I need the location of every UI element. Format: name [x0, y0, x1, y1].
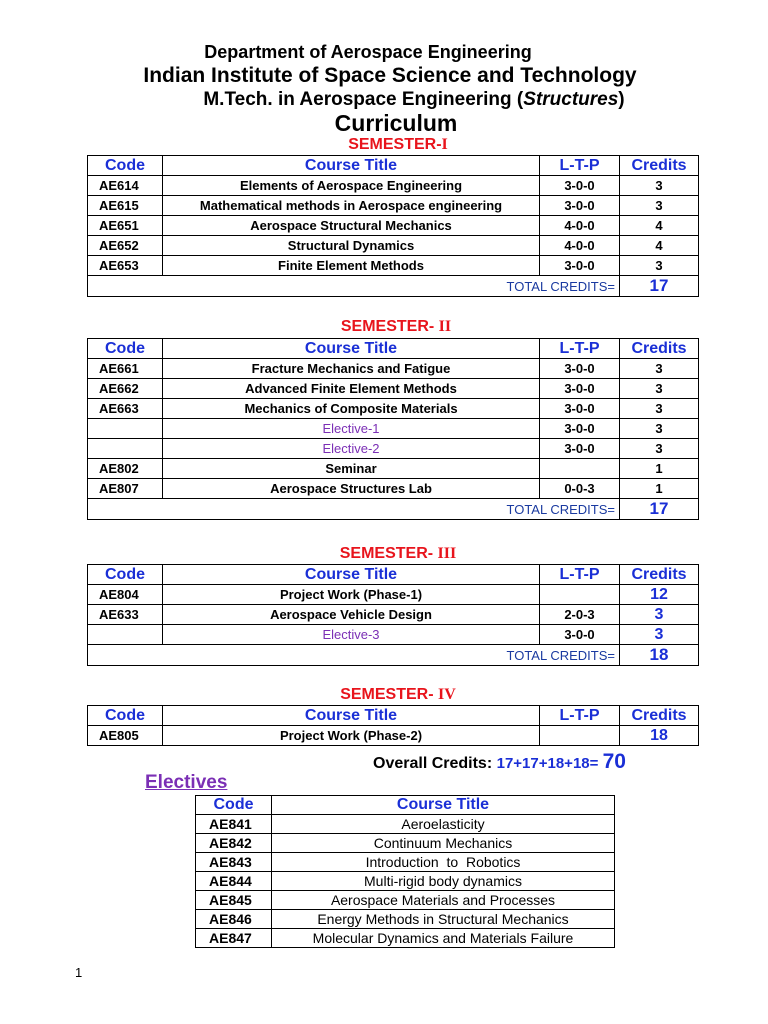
- electives-table: [195, 795, 615, 948]
- course-code: AE807: [88, 479, 163, 499]
- ltp-header: L-T-P: [540, 565, 620, 585]
- table-header-row: [88, 339, 699, 359]
- semester-prefix: SEMESTER-: [340, 686, 438, 703]
- course-credits: 3: [620, 419, 699, 439]
- course-title-header: Course Title: [163, 339, 540, 359]
- course-title: Mathematical methods in Aerospace engineering: [163, 196, 540, 216]
- credits-header: Credits: [620, 339, 699, 359]
- course-title: Aerospace Structures Lab: [163, 479, 540, 499]
- table-header-row: [88, 706, 699, 726]
- table-row: [88, 479, 699, 499]
- course-credits: 3: [620, 359, 699, 379]
- course-ltp: 4-0-0: [540, 216, 620, 236]
- elective-code: AE843: [196, 853, 272, 872]
- course-title-header: Course Title: [163, 706, 540, 726]
- institute-heading: Indian Institute of Space Science and Technology: [143, 64, 637, 87]
- semester-numeral: II: [438, 318, 452, 335]
- elective-title: Molecular Dynamics and Materials Failure: [272, 929, 615, 948]
- table-row: [196, 834, 615, 853]
- course-code: AE663: [88, 399, 163, 419]
- course-ltp: 3-0-0: [540, 379, 620, 399]
- course-credits: 4: [620, 216, 699, 236]
- total-credits-value: 17: [620, 499, 699, 520]
- course-ltp: [540, 585, 620, 605]
- overall-credits-label: Overall Credits:: [373, 755, 497, 772]
- code-header: Code: [88, 565, 163, 585]
- course-title-header: Course Title: [163, 565, 540, 585]
- course-ltp: 3-0-0: [540, 359, 620, 379]
- semester-2-table: [87, 338, 699, 520]
- course-title: Project Work (Phase-2): [163, 726, 540, 746]
- semester-2-heading: [12, 318, 768, 336]
- course-credits: 4: [620, 236, 699, 256]
- program-italic: Structures: [523, 89, 619, 110]
- elective-code: AE842: [196, 834, 272, 853]
- ltp-header: L-T-P: [540, 339, 620, 359]
- elective-title: Continuum Mechanics: [272, 834, 615, 853]
- elective-slot: Elective-1: [163, 419, 540, 439]
- total-credits-label: TOTAL CREDITS=: [88, 276, 620, 297]
- table-row: [88, 459, 699, 479]
- elective-code: AE841: [196, 815, 272, 834]
- table-row: [196, 929, 615, 948]
- course-ltp: 3-0-0: [540, 196, 620, 216]
- elective-title: Aerospace Materials and Processes: [272, 891, 615, 910]
- course-ltp: 4-0-0: [540, 236, 620, 256]
- table-row: [88, 216, 699, 236]
- semester-prefix: SEMESTER-: [339, 545, 438, 562]
- table-header-row: [196, 796, 615, 815]
- table-row: [88, 625, 699, 645]
- course-title: Advanced Finite Element Methods: [163, 379, 540, 399]
- course-ltp: [540, 726, 620, 746]
- course-code: AE804: [88, 585, 163, 605]
- table-row: [88, 605, 699, 625]
- semester-4-table: [87, 705, 699, 746]
- code-header: Code: [88, 706, 163, 726]
- electives-heading: Electives: [145, 772, 228, 793]
- table-row: [88, 359, 699, 379]
- elective-code: AE845: [196, 891, 272, 910]
- course-credits: 3: [620, 439, 699, 459]
- overall-credits-expression: 17+17+18+18=: [496, 755, 603, 772]
- total-credits-value: 17: [620, 276, 699, 297]
- course-credits: 3: [620, 176, 699, 196]
- semester-4-heading: [14, 686, 768, 704]
- total-row: [88, 499, 699, 520]
- ltp-header: L-T-P: [540, 706, 620, 726]
- course-code: AE633: [88, 605, 163, 625]
- table-header-row: [88, 565, 699, 585]
- course-credits: 1: [620, 459, 699, 479]
- elective-title: Energy Methods in Structural Mechanics: [272, 910, 615, 929]
- course-title: Aerospace Vehicle Design: [163, 605, 540, 625]
- course-title-header: Course Title: [272, 796, 615, 815]
- course-credits: 3: [620, 399, 699, 419]
- course-code: [88, 439, 163, 459]
- course-credits: 3: [620, 256, 699, 276]
- curriculum-heading: Curriculum: [334, 110, 458, 136]
- semester-prefix: SEMESTER-: [340, 318, 439, 335]
- table-row: [88, 196, 699, 216]
- table-row: [196, 853, 615, 872]
- overall-credits-sum: 70: [602, 750, 626, 773]
- course-credits: 3: [620, 196, 699, 216]
- course-ltp: 3-0-0: [540, 399, 620, 419]
- credits-header: Credits: [620, 565, 699, 585]
- course-code: AE802: [88, 459, 163, 479]
- total-credits-label: TOTAL CREDITS=: [88, 499, 620, 520]
- page-number: 1: [75, 965, 83, 980]
- table-row: [88, 399, 699, 419]
- total-row: [88, 645, 699, 666]
- code-header: Code: [88, 339, 163, 359]
- course-ltp: 0-0-3: [540, 479, 620, 499]
- semester-1-heading: [14, 136, 768, 154]
- overall-credits: [373, 750, 626, 774]
- course-credits: 12: [620, 585, 699, 605]
- elective-code: AE844: [196, 872, 272, 891]
- semester-numeral: I: [441, 136, 448, 153]
- program-heading: [30, 89, 768, 111]
- course-title: Fracture Mechanics and Fatigue: [163, 359, 540, 379]
- elective-title: Aeroelasticity: [272, 815, 615, 834]
- course-ltp: [540, 459, 620, 479]
- course-code: AE662: [88, 379, 163, 399]
- course-title: Mechanics of Composite Materials: [163, 399, 540, 419]
- program-prefix: M.Tech. in Aerospace Engineering (: [203, 89, 524, 110]
- semester-1-table: [87, 155, 699, 297]
- semester-numeral: IV: [438, 686, 456, 703]
- course-code: [88, 419, 163, 439]
- course-title: Structural Dynamics: [163, 236, 540, 256]
- course-credits: 3: [620, 625, 699, 645]
- course-code: [88, 625, 163, 645]
- course-ltp: 3-0-0: [540, 419, 620, 439]
- course-ltp: 2-0-3: [540, 605, 620, 625]
- total-credits-value: 18: [620, 645, 699, 666]
- course-code: AE661: [88, 359, 163, 379]
- table-row: [196, 910, 615, 929]
- course-credits: 18: [620, 726, 699, 746]
- elective-code: AE847: [196, 929, 272, 948]
- course-title: Aerospace Structural Mechanics: [163, 216, 540, 236]
- table-header-row: [88, 156, 699, 176]
- elective-title: Introduction to Robotics: [272, 853, 615, 872]
- course-code: AE652: [88, 236, 163, 256]
- course-code: AE651: [88, 216, 163, 236]
- course-ltp: 3-0-0: [540, 176, 620, 196]
- semester-3-table: [87, 564, 699, 666]
- semester-numeral: III: [437, 545, 457, 562]
- table-row: [88, 419, 699, 439]
- total-credits-label: TOTAL CREDITS=: [88, 645, 620, 666]
- course-credits: 3: [620, 605, 699, 625]
- elective-slot: Elective-3: [163, 625, 540, 645]
- course-code: AE805: [88, 726, 163, 746]
- course-ltp: 3-0-0: [540, 625, 620, 645]
- table-row: [88, 439, 699, 459]
- course-title-header: Course Title: [163, 156, 540, 176]
- table-row: [196, 815, 615, 834]
- elective-slot: Elective-2: [163, 439, 540, 459]
- credits-header: Credits: [620, 706, 699, 726]
- credits-header: Credits: [620, 156, 699, 176]
- course-credits: 3: [620, 379, 699, 399]
- course-ltp: 3-0-0: [540, 439, 620, 459]
- table-row: [88, 379, 699, 399]
- table-row: [196, 891, 615, 910]
- code-header: Code: [196, 796, 272, 815]
- course-title: Project Work (Phase-1): [163, 585, 540, 605]
- elective-code: AE846: [196, 910, 272, 929]
- department-heading: Department of Aerospace Engineering: [204, 42, 532, 62]
- elective-title: Multi-rigid body dynamics: [272, 872, 615, 891]
- semester-3-heading: [14, 545, 768, 563]
- ltp-header: L-T-P: [540, 156, 620, 176]
- course-code: AE614: [88, 176, 163, 196]
- table-row: [88, 585, 699, 605]
- course-title: Elements of Aerospace Engineering: [163, 176, 540, 196]
- table-row: [88, 176, 699, 196]
- table-row: [196, 872, 615, 891]
- course-code: AE615: [88, 196, 163, 216]
- total-row: [88, 276, 699, 297]
- table-row: [88, 726, 699, 746]
- code-header: Code: [88, 156, 163, 176]
- course-code: AE653: [88, 256, 163, 276]
- program-suffix: ): [618, 89, 625, 110]
- course-title: Seminar: [163, 459, 540, 479]
- table-row: [88, 256, 699, 276]
- course-ltp: 3-0-0: [540, 256, 620, 276]
- semester-prefix: SEMESTER-: [348, 136, 442, 153]
- course-title: Finite Element Methods: [163, 256, 540, 276]
- course-credits: 1: [620, 479, 699, 499]
- table-row: [88, 236, 699, 256]
